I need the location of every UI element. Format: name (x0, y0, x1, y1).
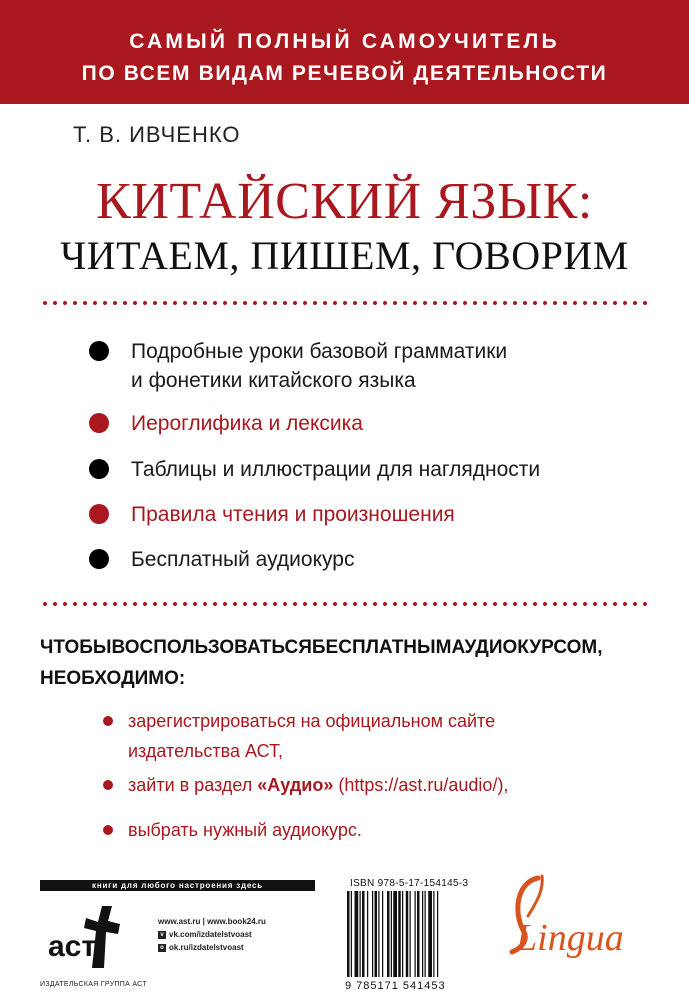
ok-row (158, 941, 266, 954)
bullet-icon (89, 459, 109, 479)
bullet-icon (89, 504, 109, 524)
top-banner (0, 0, 689, 104)
vk-link: vk.com/izdatelstvoast (169, 930, 252, 939)
barcode-icon (345, 891, 473, 979)
barcode-bar (415, 891, 416, 977)
bullet-icon (89, 549, 109, 569)
feature-text: Бесплатный аудиокурс (131, 548, 355, 571)
publisher-links (158, 915, 266, 954)
barcode-bar (360, 891, 361, 977)
author-name: Т. В. ИВЧЕНКО (73, 122, 241, 147)
barcode-bar (437, 891, 438, 977)
barcode-bar (372, 891, 373, 977)
barcode-bar (375, 891, 378, 977)
lingua-logo-icon (498, 872, 648, 962)
step-text-part: (https://ast.ru/audio/), (333, 775, 509, 795)
barcode-bar (367, 891, 368, 977)
ok-icon: o (158, 944, 166, 952)
feature-text: Подробные уроки базовой грамматики (131, 340, 508, 363)
sites-text: www.ast.ru | www.book24.ru (158, 917, 266, 926)
ast-logo-icon (40, 898, 150, 978)
bullet-icon (103, 825, 113, 835)
barcode-bar (425, 891, 426, 977)
book-title: КИТАЙСКИЙ ЯЗЫК: (96, 173, 593, 230)
vk-icon: v (158, 931, 166, 939)
feature-text: Иероглифика и лексика (131, 412, 363, 435)
publisher-group: ИЗДАТЕЛЬСКАЯ ГРУППА АСТ (40, 981, 147, 988)
barcode-bar (351, 891, 352, 977)
barcode-bar (398, 891, 401, 977)
bullet-icon (103, 716, 113, 726)
barcode-bar (422, 891, 423, 977)
bullet-icon (89, 413, 109, 433)
barcode-bar (417, 891, 420, 977)
barcode-bar (402, 891, 403, 977)
banner-line-2: ПО ВСЕМ ВИДАМ РЕЧЕВОЙ ДЕЯТЕЛЬНОСТИ (81, 62, 608, 85)
feature-text: Правила чтения и произношения (131, 503, 455, 526)
feature-text: Таблицы и иллюстрации для наглядности (131, 458, 541, 481)
step-text: издательства АСТ, (128, 741, 283, 761)
book-subtitle: ЧИТАЕМ, ПИШЕМ, ГОВОРИМ (60, 233, 629, 278)
ok-link: ok.ru/izdatelstvoast (169, 943, 244, 952)
barcode-bar (428, 891, 432, 977)
tagline-bar: книги для любого настроения здесь (40, 880, 315, 891)
barcode-bar (362, 891, 365, 977)
barcode-bar (410, 891, 411, 977)
instructions-heading-line-1: ЧТОБЫВОСПОЛЬЗОВАТЬСЯБЕСПЛАТНЫМАУДИОКУРСОМ, (40, 637, 603, 658)
barcode-bar (355, 891, 359, 977)
step-text-part: зайти в раздел (128, 775, 258, 795)
feature-text: и фонетики китайского языка (131, 369, 416, 392)
lingua-logo-text: Lingua (516, 917, 624, 959)
barcode-bar (391, 891, 392, 977)
barcode-bar (393, 891, 397, 977)
step-text (128, 770, 508, 800)
barcode-bar (387, 891, 390, 977)
barcode-bar (347, 891, 350, 977)
sites-row (158, 915, 266, 928)
instructions-heading (40, 632, 660, 694)
dotted-divider-bottom (40, 602, 649, 606)
step-text: выбрать нужный аудиокурс. (128, 820, 362, 840)
ast-logo-text: аст (48, 930, 97, 963)
audio-section-name: «Аудио» (257, 775, 334, 795)
barcode-bar (382, 891, 383, 977)
instructions-heading-line-2: НЕОБХОДИМО: (40, 668, 186, 689)
step-text: зарегистрироваться на официальном сайте (128, 711, 496, 731)
isbn-label: ISBN 978-5-17-154145-3 (350, 878, 469, 889)
vk-row (158, 928, 266, 941)
barcode-bar (378, 891, 379, 977)
banner-line-1: САМЫЙ ПОЛНЫЙ САМОУЧИТЕЛЬ (129, 30, 560, 53)
bullet-icon (103, 780, 113, 790)
bullet-icon (89, 341, 109, 361)
barcode-digits: 9 785171 541453 (345, 980, 446, 992)
dotted-divider-top (40, 301, 649, 305)
barcode-bar (433, 891, 434, 977)
barcode-bar (406, 891, 409, 977)
